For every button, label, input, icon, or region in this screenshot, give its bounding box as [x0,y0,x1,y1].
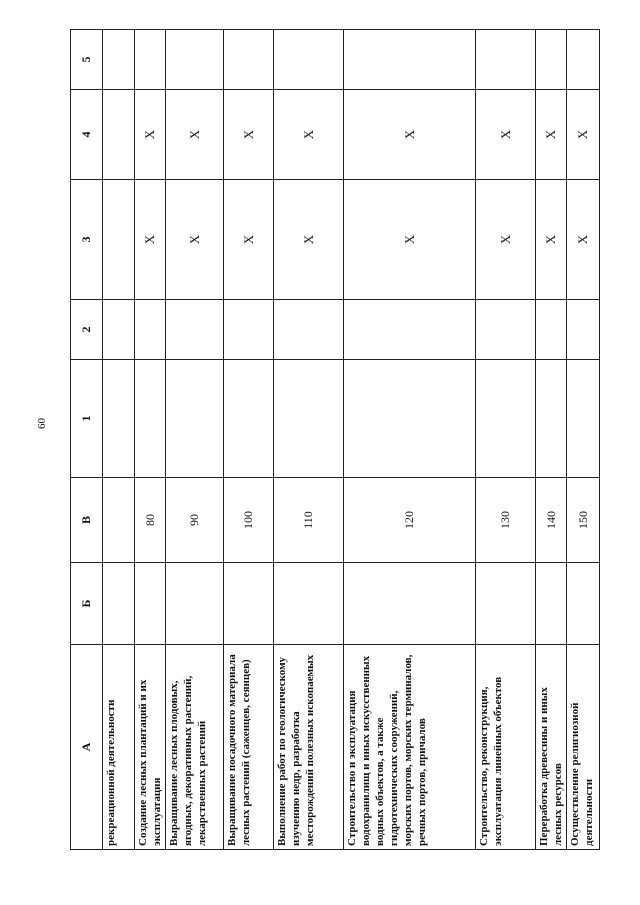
cell-2 [344,300,476,360]
cell-4: X [166,90,224,180]
activity-cell: Осуществление религиозной деятельности [567,645,600,850]
cell-2 [567,300,600,360]
row-code-cell: 130 [476,478,536,563]
activity-cell: Создание лесных плантаций и их эксплуатация [135,645,166,850]
cell-b [224,563,274,645]
cell-2 [274,300,344,360]
cell-2 [103,300,135,360]
column-header: 2 [71,300,103,360]
activity-cell: Строительство и эксплуатация водохранилищ и иных искусственных водных объектов, а также гидротехнических сооружений, морских портов, морских терминалов, речных портов, причалов [344,645,476,850]
cell-3: X [476,180,536,300]
table-header-row [71,30,103,850]
cell-3: X [274,180,344,300]
page-number: 60 [36,418,48,429]
cell-5 [224,30,274,90]
row-code-cell: 110 [274,478,344,563]
activity-cell: Выращивание посадочного материала лесных растений (саженцев, сеянцев) [224,645,274,850]
cell-1 [567,360,600,478]
cell-4: X [536,90,567,180]
table-row [103,30,135,850]
cell-4: X [224,90,274,180]
cell-5 [166,30,224,90]
row-code-cell: 80 [135,478,166,563]
cell-5 [536,30,567,90]
cell-1 [536,360,567,478]
cell-2 [536,300,567,360]
cell-4: X [567,90,600,180]
cell-3: X [224,180,274,300]
column-header: А [71,645,103,850]
table-row [476,30,536,850]
cell-3: X [536,180,567,300]
table-row [536,30,567,850]
row-code-cell [103,478,135,563]
column-header: 3 [71,180,103,300]
cell-4: X [476,90,536,180]
cell-b [476,563,536,645]
cell-4 [103,90,135,180]
cell-5 [274,30,344,90]
cell-2 [135,300,166,360]
cell-5 [567,30,600,90]
cell-2 [224,300,274,360]
cell-5 [103,30,135,90]
cell-1 [166,360,224,478]
cell-3: X [344,180,476,300]
column-header: В [71,478,103,563]
table-row [567,30,600,850]
data-table [70,29,600,850]
cell-3 [103,180,135,300]
activity-cell: рекреационной деятельности [103,645,135,850]
cell-1 [103,360,135,478]
activity-cell: Выполнение работ по геологическому изучению недр, разработка месторождений полезных ископаемых [274,645,344,850]
table-row [224,30,274,850]
activity-cell: Строительство, реконструкция, эксплуатация линейных объектов [476,645,536,850]
row-code-cell: 90 [166,478,224,563]
column-header: Б [71,563,103,645]
cell-b [536,563,567,645]
cell-b [135,563,166,645]
rotated-table-container [70,30,595,850]
row-code-cell: 120 [344,478,476,563]
cell-b [103,563,135,645]
cell-3: X [166,180,224,300]
table-row [274,30,344,850]
cell-4: X [135,90,166,180]
column-header: 5 [71,30,103,90]
cell-5 [476,30,536,90]
table-row [135,30,166,850]
cell-1 [274,360,344,478]
cell-1 [476,360,536,478]
cell-b [166,563,224,645]
table-row [166,30,224,850]
cell-b [567,563,600,645]
table-row [344,30,476,850]
cell-5 [135,30,166,90]
activity-cell: Выращивание лесных плодовых, ягодных, декоративных растений, лекарственных растений [166,645,224,850]
cell-5 [344,30,476,90]
cell-3: X [135,180,166,300]
cell-2 [476,300,536,360]
cell-1 [135,360,166,478]
cell-1 [224,360,274,478]
cell-2 [166,300,224,360]
column-header: 1 [71,360,103,478]
cell-b [274,563,344,645]
cell-4: X [274,90,344,180]
row-code-cell: 140 [536,478,567,563]
activity-cell: Переработка древесины и иных лесных ресурсов [536,645,567,850]
row-code-cell: 100 [224,478,274,563]
cell-1 [344,360,476,478]
row-code-cell: 150 [567,478,600,563]
cell-4: X [344,90,476,180]
cell-3: X [567,180,600,300]
cell-b [344,563,476,645]
column-header: 4 [71,90,103,180]
